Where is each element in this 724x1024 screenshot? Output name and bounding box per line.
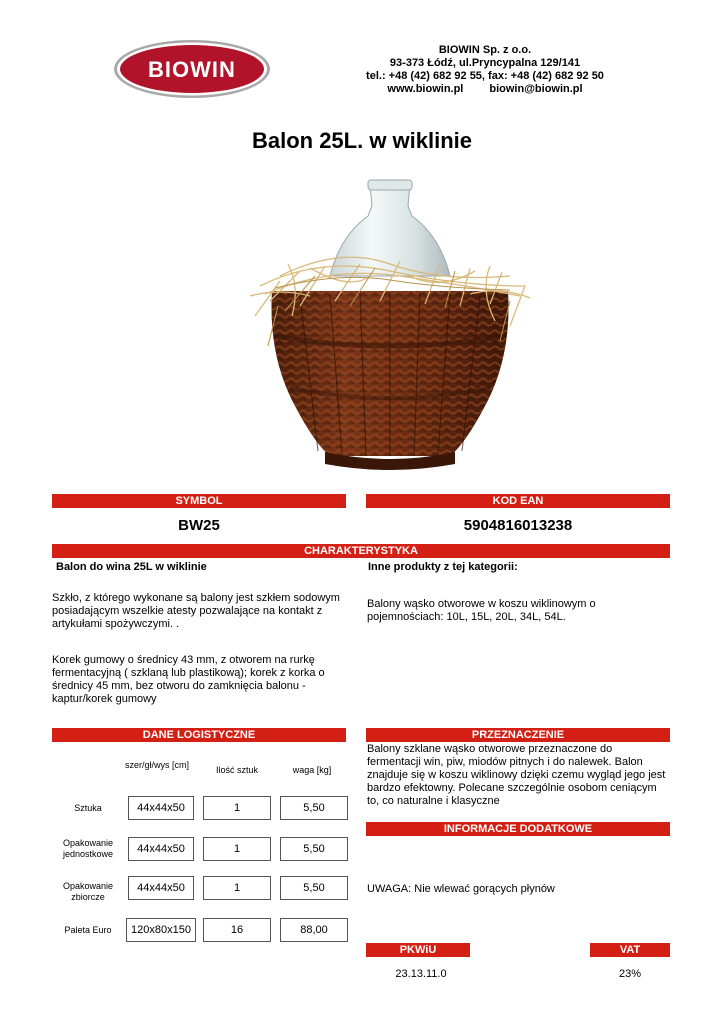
company-contacts <box>340 83 630 96</box>
row-unit-pack-qty: 1 <box>203 837 271 861</box>
biowin-logo-graphic <box>112 38 272 100</box>
other-products-text: Balony wąsko otworowe w koszu wiklinowym o pojemnościach: 10L, 15L, 20L, 34L, 54L. <box>367 598 596 623</box>
other-products-heading: Inne produkty z tej kategorii: <box>368 561 518 573</box>
pkwiu-value: 23.13.11.0 <box>395 968 447 980</box>
glass-description: Szkło, z którego wykonane są balony jest szkłem sodowym posiadającym wszelkie atesty pozwalające na kontakt z artykułami spożywczymi. . <box>52 592 340 630</box>
cork-description: Korek gumowy o średnicy 43 mm, z otworem na rurkę fermentacyjną ( szklaną lub plastikową); korek z korka o średnicy 45 mm, bez otworu do zamknięcia balonu - kaptur/korek gumowy <box>52 654 325 705</box>
company-info <box>340 44 630 96</box>
ean-header: KOD EAN <box>366 494 670 508</box>
vat-value: 23% <box>618 968 642 980</box>
row-label-unit-pack: Opakowanie jednostkowe <box>62 838 114 859</box>
row-piece-weight: 5,50 <box>280 796 348 820</box>
biowin-logo <box>112 38 272 100</box>
row-unit-pack-weight: 5,50 <box>280 837 348 861</box>
wicker-demijohn-illustration <box>240 176 540 481</box>
company-email[interactable]: biowin@biowin.pl <box>489 83 583 95</box>
symbol-value: BW25 <box>178 517 220 534</box>
row-euro-pallet-dims: 120x80x150 <box>126 918 196 942</box>
col-dims: szer/gł/wys [cm] <box>124 760 189 770</box>
company-address: 93-373 Łódź, ul.Pryncypalna 129/141 <box>389 57 581 69</box>
row-euro-pallet-qty: 16 <box>203 918 271 942</box>
purpose-text: Balony szklane wąsko otworowe przeznaczone do fermentacji win, piw, miodów pitnych i do nalewek. Balon znajduje się w koszu wiklinowy dzięki czemu wygląd jego jest bardzo efektowny. Polecane szczególnie osobom ceniącym to, co naturalne i klasyczne <box>367 743 666 807</box>
symbol-header: SYMBOL <box>52 494 346 508</box>
product-image <box>240 176 540 481</box>
purpose-header: PRZEZNACZENIE <box>366 728 670 742</box>
pkwiu-header: PKWiU <box>366 943 470 957</box>
ean-value: 5904816013238 <box>463 517 573 534</box>
page-title: Balon 25L. w wiklinie <box>251 128 473 153</box>
company-website[interactable]: www.biowin.pl <box>387 83 464 95</box>
additional-info-text: UWAGA: Nie wlewać gorących płynów <box>367 883 555 895</box>
row-unit-pack-dims: 44x44x50 <box>128 837 194 861</box>
row-piece-dims: 44x44x50 <box>128 796 194 820</box>
row-label-piece: Sztuka <box>74 803 102 813</box>
company-phones: tel.: +48 (42) 682 92 55, fax: +48 (42) 682 92 50 <box>366 70 604 82</box>
row-label-euro-pallet: Paleta Euro <box>64 925 112 935</box>
row-bulk-pack-dims: 44x44x50 <box>128 876 194 900</box>
row-euro-pallet-weight: 88,00 <box>280 918 348 942</box>
row-bulk-pack-weight: 5,50 <box>280 876 348 900</box>
logo-text: BIOWIN <box>148 57 236 82</box>
vat-header: VAT <box>590 943 670 957</box>
col-weight: waga [kg] <box>292 765 332 775</box>
row-piece-qty: 1 <box>203 796 271 820</box>
row-label-bulk-pack: Opakowanie zbiorcze <box>62 881 114 902</box>
row-bulk-pack-qty: 1 <box>203 876 271 900</box>
logistics-header: DANE LOGISTYCZNE <box>52 728 346 742</box>
additional-info-header: INFORMACJE DODATKOWE <box>366 822 670 836</box>
characteristics-header: CHARAKTERYSTYKA <box>52 544 670 558</box>
company-name: BIOWIN Sp. z o.o. <box>438 44 532 56</box>
characteristics-product-heading: Balon do wina 25L w wiklinie <box>56 561 207 573</box>
col-qty: Ilość sztuk <box>215 765 258 775</box>
